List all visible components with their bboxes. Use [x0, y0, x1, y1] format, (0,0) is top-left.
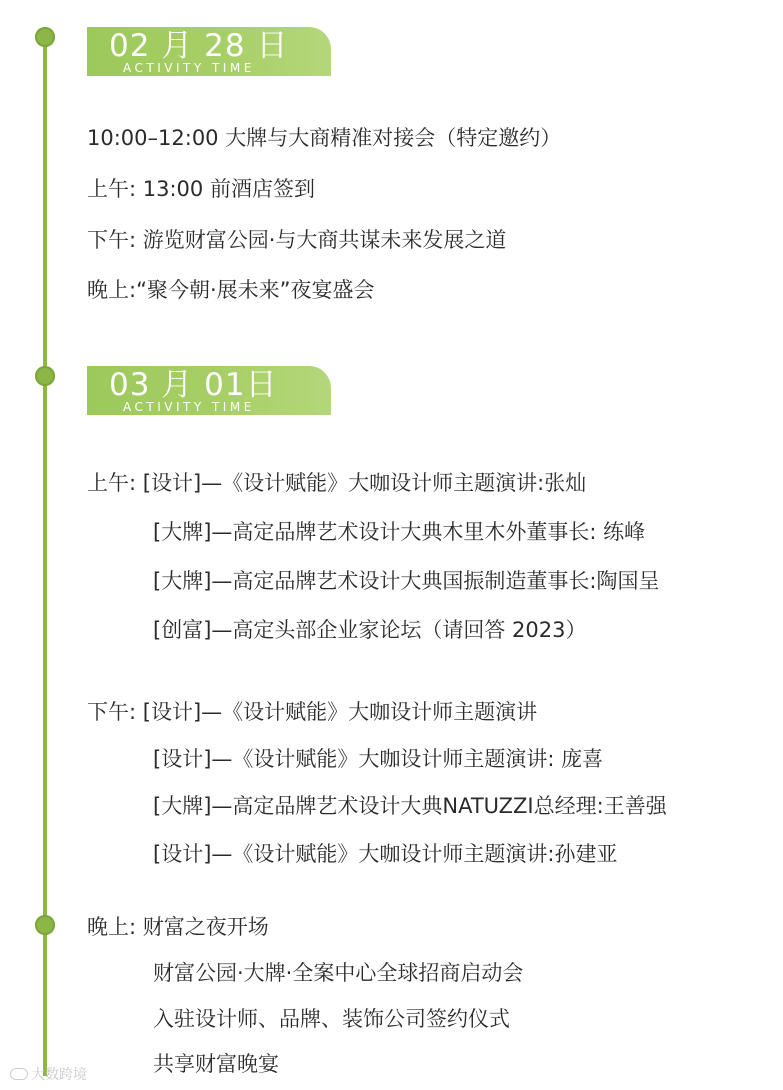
timeline-dot — [35, 915, 55, 935]
schedule-line: [大牌]—高定品牌艺术设计大典木里木外董事长: 练峰 — [153, 520, 646, 544]
schedule-line: 入驻设计师、品牌、装饰公司签约仪式 — [153, 1007, 510, 1031]
schedule-line: 晚上: 财富之夜开场 — [87, 915, 269, 939]
schedule-line: 晚上:“聚今朝·展未来”夜宴盛会 — [87, 278, 375, 302]
schedule-line: [创富]—高定头部企业家论坛（请回答 2023） — [153, 618, 587, 642]
schedule-line: [设计]—《设计赋能》大咖设计师主题演讲:孙建亚 — [153, 842, 618, 866]
schedule-line: 下午: [设计]—《设计赋能》大咖设计师主题演讲 — [87, 700, 538, 724]
schedule-line: 10:00–12:00 大牌与大商精准对接会（特定邀约） — [87, 126, 562, 150]
schedule-line: [设计]—《设计赋能》大咖设计师主题演讲: 庞喜 — [153, 747, 604, 771]
schedule-line: 上午: 13:00 前酒店签到 — [87, 177, 315, 201]
activity-time-label: ACTIVITY TIME — [123, 400, 255, 414]
schedule-line: 财富公园·大牌·全案中心全球招商启动会 — [153, 961, 524, 985]
timeline-dot — [35, 27, 55, 47]
date-badge-day2 — [87, 366, 331, 415]
schedule-line: 上午: [设计]—《设计赋能》大咖设计师主题演讲:张灿 — [87, 471, 587, 495]
logo-icon — [10, 1068, 28, 1080]
schedule-line: [大牌]—高定品牌艺术设计大典国振制造董事长:陶国呈 — [153, 569, 660, 593]
timeline-dot — [35, 366, 55, 386]
schedule-line: 共享财富晚宴 — [153, 1052, 279, 1076]
date-badge-day1 — [87, 27, 331, 76]
watermark-text: 大数跨境 — [31, 1067, 87, 1083]
watermark — [10, 1064, 87, 1084]
date-label: 03 月 01日 — [109, 367, 278, 403]
activity-time-label: ACTIVITY TIME — [123, 61, 255, 75]
schedule-line: 下午: 游览财富公园·与大商共谋未来发展之道 — [87, 228, 507, 252]
date-label: 02 月 28 日 — [109, 28, 289, 64]
schedule-line: [大牌]—高定品牌艺术设计大典NATUZZI总经理:王善强 — [153, 794, 667, 818]
